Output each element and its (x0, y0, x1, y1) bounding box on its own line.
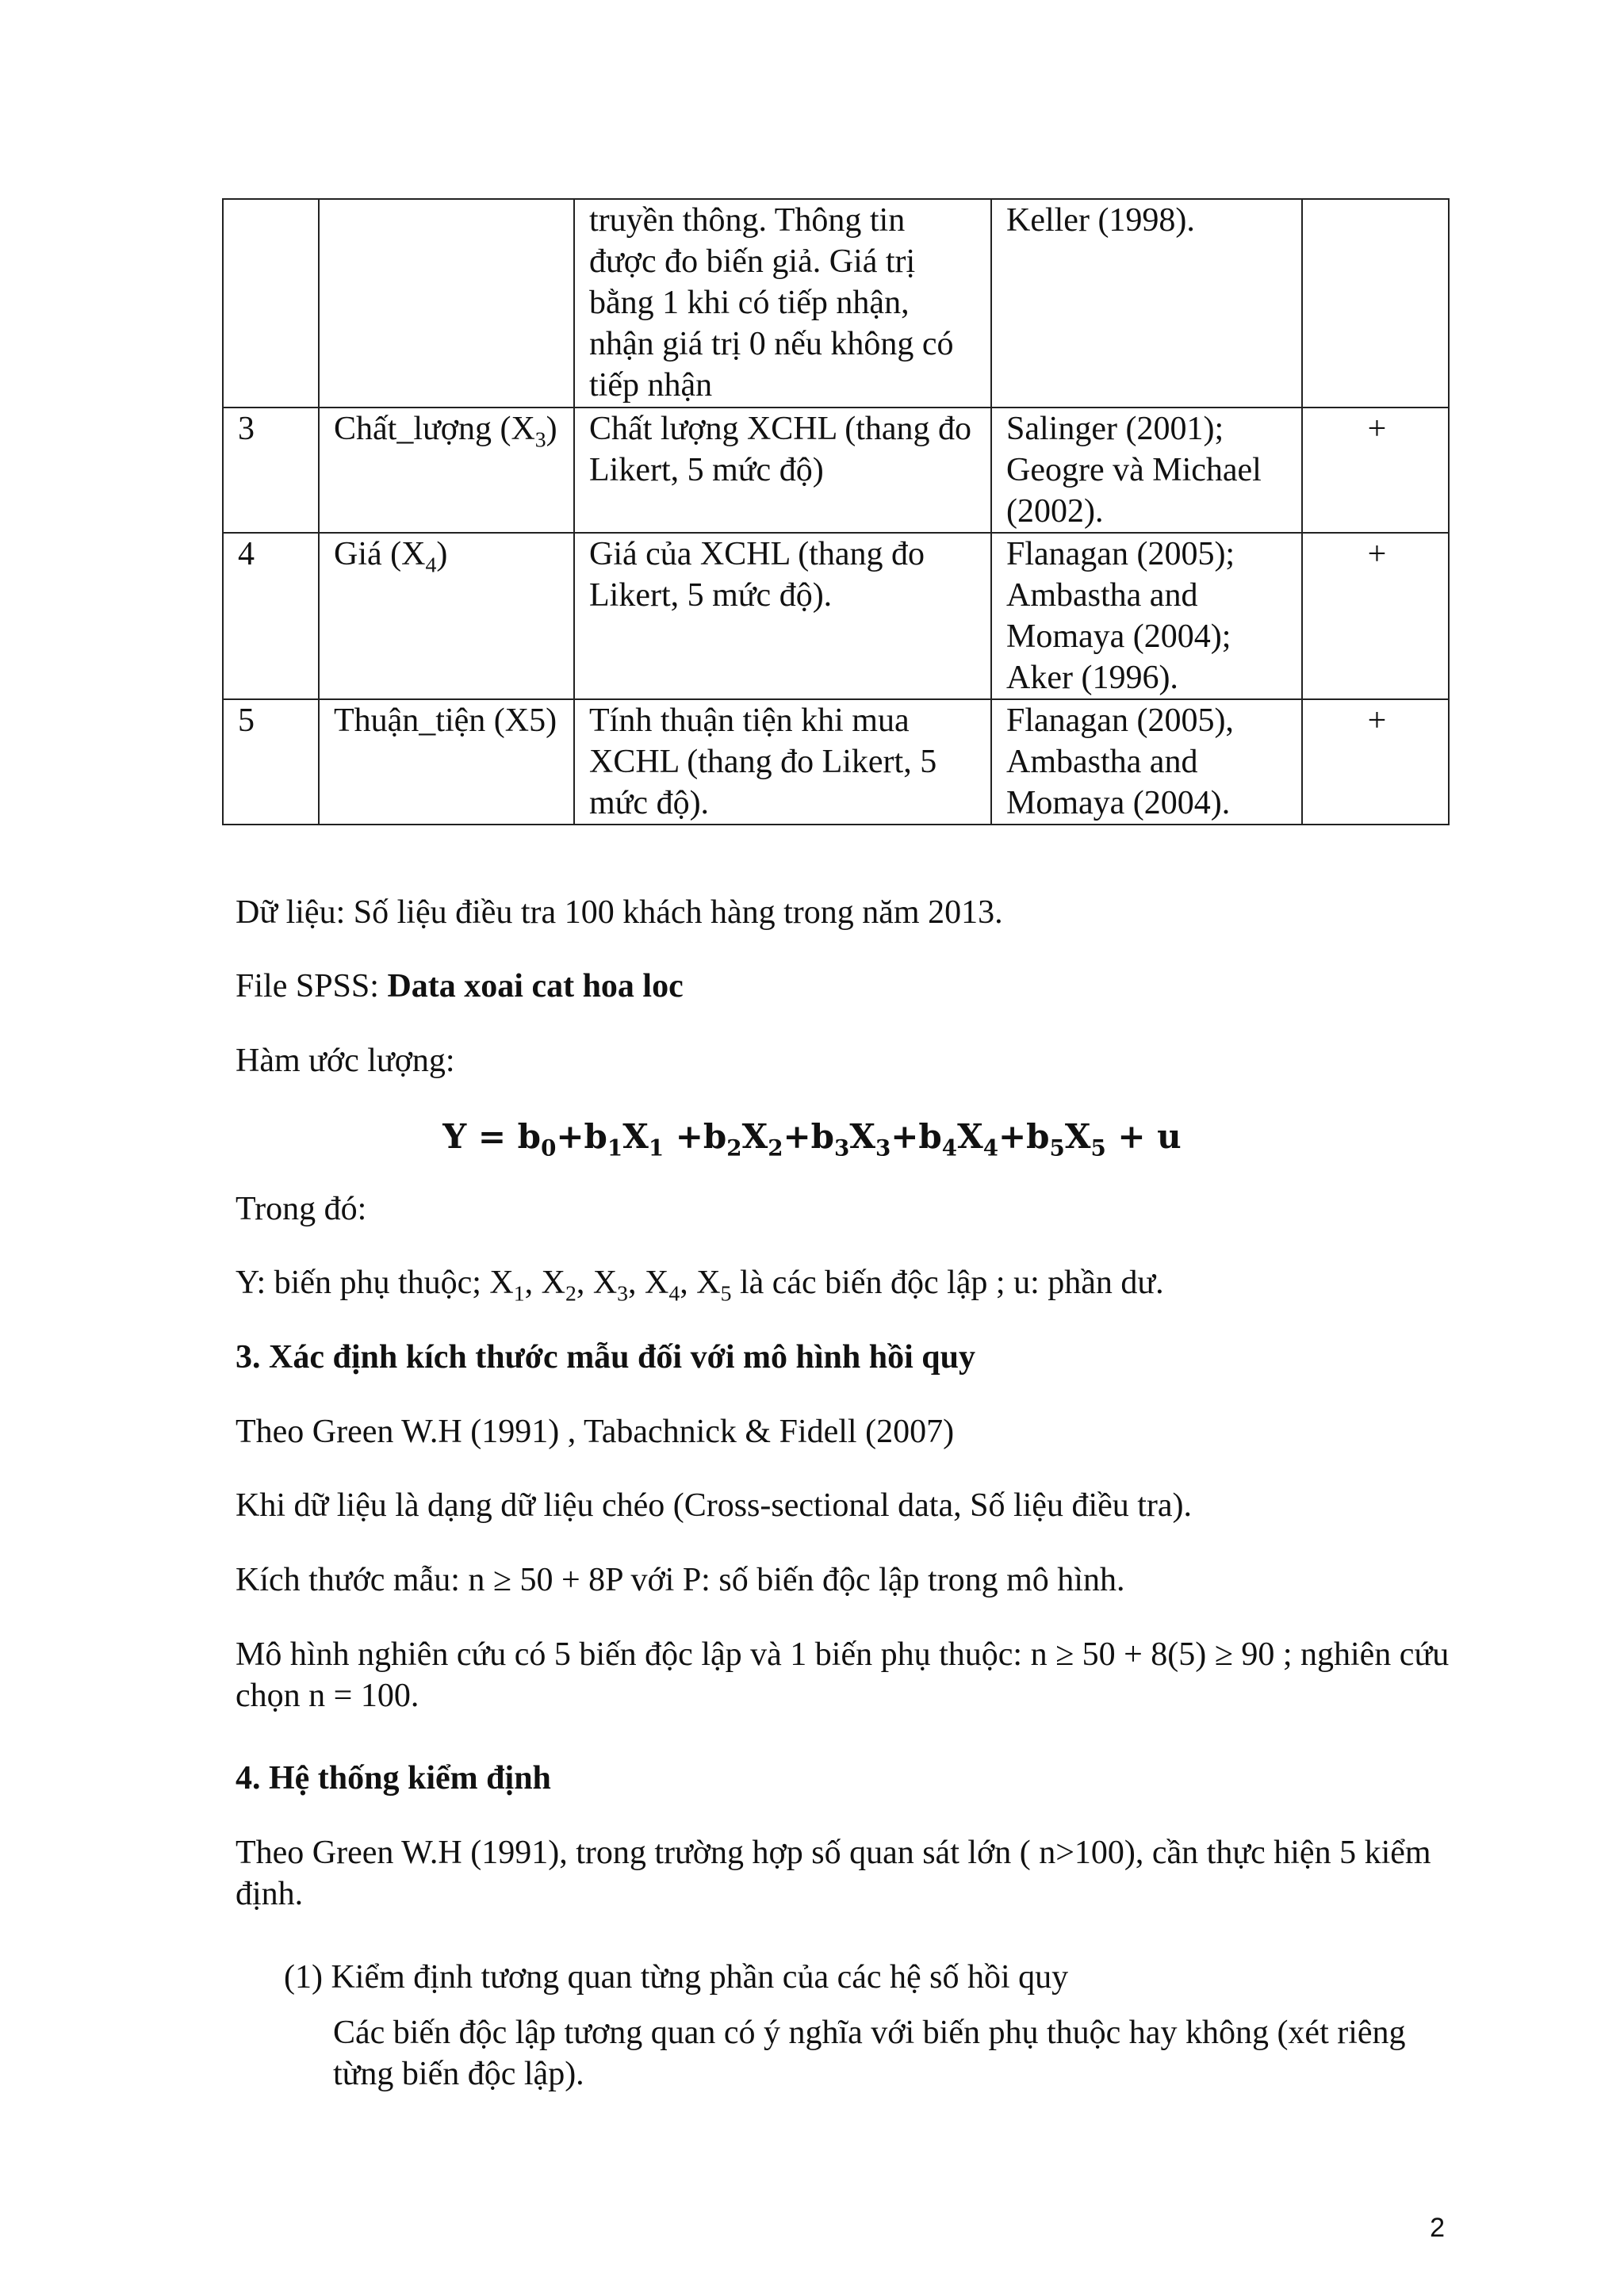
variable-name-cell (319, 699, 574, 825)
table-row (223, 199, 1449, 408)
formula-term: X (741, 1117, 768, 1156)
variable-name-cell (319, 533, 574, 699)
formula-term: +b (556, 1117, 607, 1156)
variables-prefix: Y: biến phụ thuộc; X (236, 1265, 514, 1301)
table-row (223, 699, 1449, 825)
source-cell: Salinger (2001); Geogre và Michael (2002). (991, 408, 1302, 533)
variable-suffix: ) (436, 536, 448, 572)
variable-subscript: 3 (617, 1280, 629, 1306)
table-row (223, 533, 1449, 699)
table-row (223, 408, 1449, 533)
formula-term: X (957, 1117, 983, 1156)
section-3-line-1: Theo Green W.H (1991) , Tabachnick & Fidell (2007) (236, 1414, 955, 1450)
formula-subscript: 2 (726, 1135, 742, 1161)
spss-file-name: Data xoai cat hoa loc (387, 968, 684, 1004)
variable-name: Chất_lượng (X (334, 411, 535, 447)
test-item-1-description: Các biến độc lập tương quan có ý nghĩa với biến phụ thuộc hay không (xét riêng từng biến độc lập). (333, 2015, 1406, 2092)
formula-term: X (622, 1117, 649, 1156)
formula-term: X (1064, 1117, 1091, 1156)
description-cell: Giá của XCHL (thang đo Likert, 5 mức độ). (574, 533, 991, 699)
variables-table (222, 198, 1450, 825)
row-number-cell: 4 (223, 533, 319, 699)
where-label: Trong đó: (236, 1191, 367, 1227)
formula-subscript: 3 (834, 1135, 850, 1161)
variable-list-text: , X (628, 1265, 669, 1301)
variable-name: Giá (X (334, 536, 426, 572)
data-source-line: Dữ liệu: Số liệu điều tra 100 khách hàng trong năm 2013. (236, 894, 1003, 931)
variable-list-text: là các biến độc lập ; u: phần dư. (731, 1265, 1164, 1301)
variable-list-text: , X (680, 1265, 721, 1301)
variable-name-cell (319, 408, 574, 533)
expected-sign-cell: + (1302, 699, 1449, 825)
formula-term: +b (998, 1117, 1050, 1156)
expected-sign-cell: + (1302, 408, 1449, 533)
description-cell: truyền thông. Thông tin được đo biến giả. Giá trị bằng 1 khi có tiếp nhận, nhận giá trị 0 nếu không có tiếp nhận (574, 199, 991, 408)
formula-term: +b (891, 1117, 942, 1156)
description-cell: Tính thuận tiện khi mua XCHL (thang đo Likert, 5 mức độ). (574, 699, 991, 825)
variable-subscript: 2 (565, 1280, 576, 1306)
page-number: 2 (1430, 2213, 1445, 2243)
section-3-line-2: Khi dữ liệu là dạng dữ liệu chéo (Cross-sectional data, Số liệu điều tra). (236, 1487, 1193, 1524)
formula-term: +b (664, 1117, 727, 1156)
formula-subscript: 4 (941, 1135, 958, 1161)
section-3-line-3: Kích thước mẫu: n ≥ 50 + 8P với P: số biến độc lập trong mô hình. (236, 1562, 1125, 1598)
section-3-heading: 3. Xác định kích thước mẫu đối với mô hình hồi quy (236, 1339, 975, 1376)
regression-formula (0, 1115, 1624, 1159)
source-cell: Flanagan (2005), Ambastha and Momaya (2004). (991, 699, 1302, 825)
source-cell: Flanagan (2005); Ambastha and Momaya (2004); Aker (1996). (991, 533, 1302, 699)
section-3-line-4: Mô hình nghiên cứu có 5 biến độc lập và 1 biến phụ thuộc: n ≥ 50 + 8(5) ≥ 90 ; nghiên cứu chọn n = 100. (236, 1636, 1450, 1714)
source-cell: Keller (1998). (991, 199, 1302, 408)
row-number-cell (223, 199, 319, 408)
variable-subscript: 4 (425, 552, 437, 577)
expected-sign-cell (1302, 199, 1449, 408)
variable-subscript: 5 (720, 1280, 732, 1306)
formula-subscript: 5 (1090, 1135, 1106, 1161)
formula-term: +b (783, 1117, 835, 1156)
variable-name: Thuận_tiện (X5) (334, 702, 557, 739)
spss-file-line (236, 966, 1473, 1007)
formula-lhs: Y = b (442, 1117, 542, 1156)
expected-sign-cell: + (1302, 533, 1449, 699)
variable-name-cell (319, 199, 574, 408)
variable-subscript: 3 (534, 427, 546, 452)
variable-subscript: 4 (668, 1280, 680, 1306)
formula-subscript: 0 (541, 1135, 557, 1161)
description-cell: Chất lượng XCHL (thang đo Likert, 5 mức độ) (574, 408, 991, 533)
formula-term: X (849, 1117, 875, 1156)
variable-subscript: 1 (513, 1280, 525, 1306)
spss-label: File SPSS: (236, 968, 388, 1004)
formula-subscript: 1 (607, 1135, 623, 1161)
formula-subscript: 4 (982, 1135, 998, 1161)
variable-list-text: , X (576, 1265, 618, 1301)
variable-list-text: , X (524, 1265, 565, 1301)
test-item-1-title: (1) Kiểm định tương quan từng phần của các hệ số hồi quy (284, 1959, 1069, 1996)
row-number-cell: 3 (223, 408, 319, 533)
formula-subscript: 1 (648, 1135, 665, 1161)
variables-definition (236, 1262, 1473, 1306)
variable-suffix: ) (546, 411, 557, 447)
formula-term: + u (1105, 1117, 1182, 1156)
row-number-cell: 5 (223, 699, 319, 825)
estimation-label: Hàm ước lượng: (236, 1043, 455, 1079)
formula-subscript: 3 (875, 1135, 891, 1161)
formula-subscript: 5 (1049, 1135, 1065, 1161)
formula-subscript: 2 (768, 1135, 783, 1161)
section-4-heading: 4. Hệ thống kiểm định (236, 1760, 551, 1797)
section-4-line-1: Theo Green W.H (1991), trong trường hợp số quan sát lớn ( n>100), cần thực hiện 5 kiểm định. (236, 1835, 1431, 1912)
